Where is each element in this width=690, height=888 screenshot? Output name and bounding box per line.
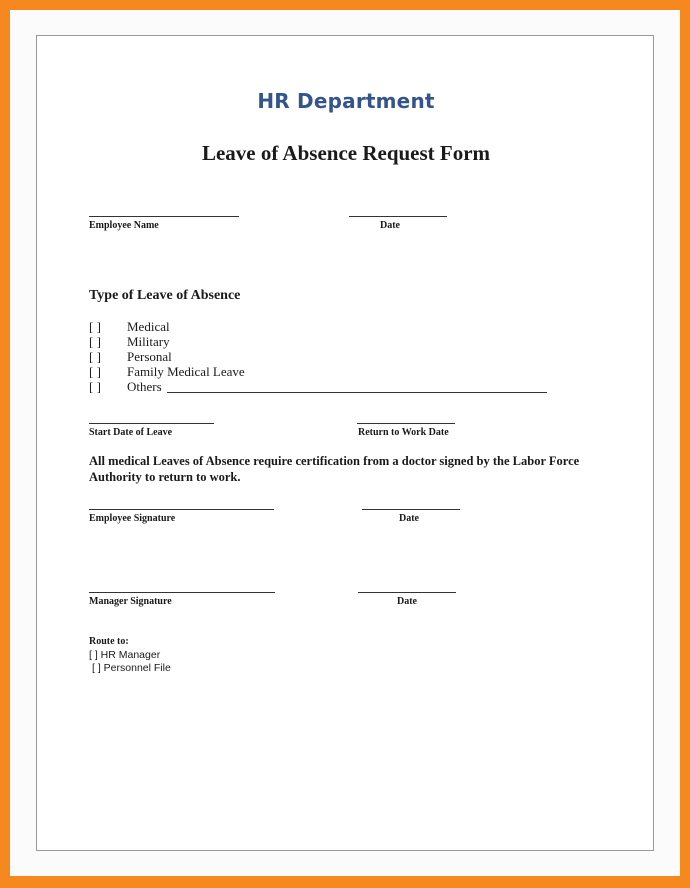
- employee-date-label: Date: [380, 220, 400, 231]
- manager-signature-date-line[interactable]: [358, 592, 456, 593]
- checkbox-personal[interactable]: [ ]: [89, 349, 101, 364]
- option-label: Family Medical Leave: [127, 364, 245, 379]
- form-page: [36, 35, 654, 851]
- others-specify-line[interactable]: [167, 392, 547, 393]
- start-date-line[interactable]: [89, 423, 214, 424]
- employee-date-line[interactable]: [349, 216, 447, 217]
- return-date-line[interactable]: [357, 423, 455, 424]
- checkbox-family-medical[interactable]: [ ]: [89, 364, 101, 379]
- route-option-hr-manager[interactable]: [ ] HR Manager: [89, 649, 161, 661]
- leave-type-heading: Type of Leave of Absence: [89, 288, 241, 303]
- option-label: Medical: [127, 319, 170, 334]
- leave-option-medical[interactable]: [89, 319, 170, 335]
- image-background: [10, 10, 680, 876]
- employee-signature-line[interactable]: [89, 509, 274, 510]
- checkbox-medical[interactable]: [ ]: [89, 319, 101, 334]
- employee-signature-date-line[interactable]: [362, 509, 460, 510]
- start-date-label: Start Date of Leave: [89, 427, 173, 438]
- return-date-label: Return to Work Date: [358, 427, 449, 438]
- option-label: Personal: [127, 349, 172, 364]
- option-label: Military: [127, 334, 170, 349]
- department-heading: HR Department: [257, 89, 435, 113]
- leave-option-military[interactable]: [89, 334, 170, 350]
- manager-signature-label: Manager Signature: [89, 596, 172, 607]
- leave-option-family-medical[interactable]: [89, 364, 245, 380]
- employee-name-label: Employee Name: [89, 220, 159, 231]
- checkbox-others[interactable]: [ ]: [89, 379, 101, 394]
- leave-option-personal[interactable]: [89, 349, 172, 365]
- employee-signature-date-label: Date: [399, 513, 419, 524]
- manager-signature-line[interactable]: [89, 592, 275, 593]
- employee-signature-label: Employee Signature: [89, 513, 176, 524]
- checkbox-military[interactable]: [ ]: [89, 334, 101, 349]
- leave-option-others[interactable]: [89, 379, 162, 395]
- certification-notice: All medical Leaves of Absence require certification from a doctor signed by the Labor Force Authority to return to work.: [89, 454, 580, 484]
- manager-signature-date-label: Date: [397, 596, 417, 607]
- option-label: Others: [127, 379, 162, 394]
- form-title: Leave of Absence Request Form: [201, 141, 491, 165]
- route-option-personnel-file[interactable]: [ ] Personnel File: [92, 662, 171, 674]
- employee-name-line[interactable]: [89, 216, 239, 217]
- route-to-heading: Route to:: [89, 636, 129, 647]
